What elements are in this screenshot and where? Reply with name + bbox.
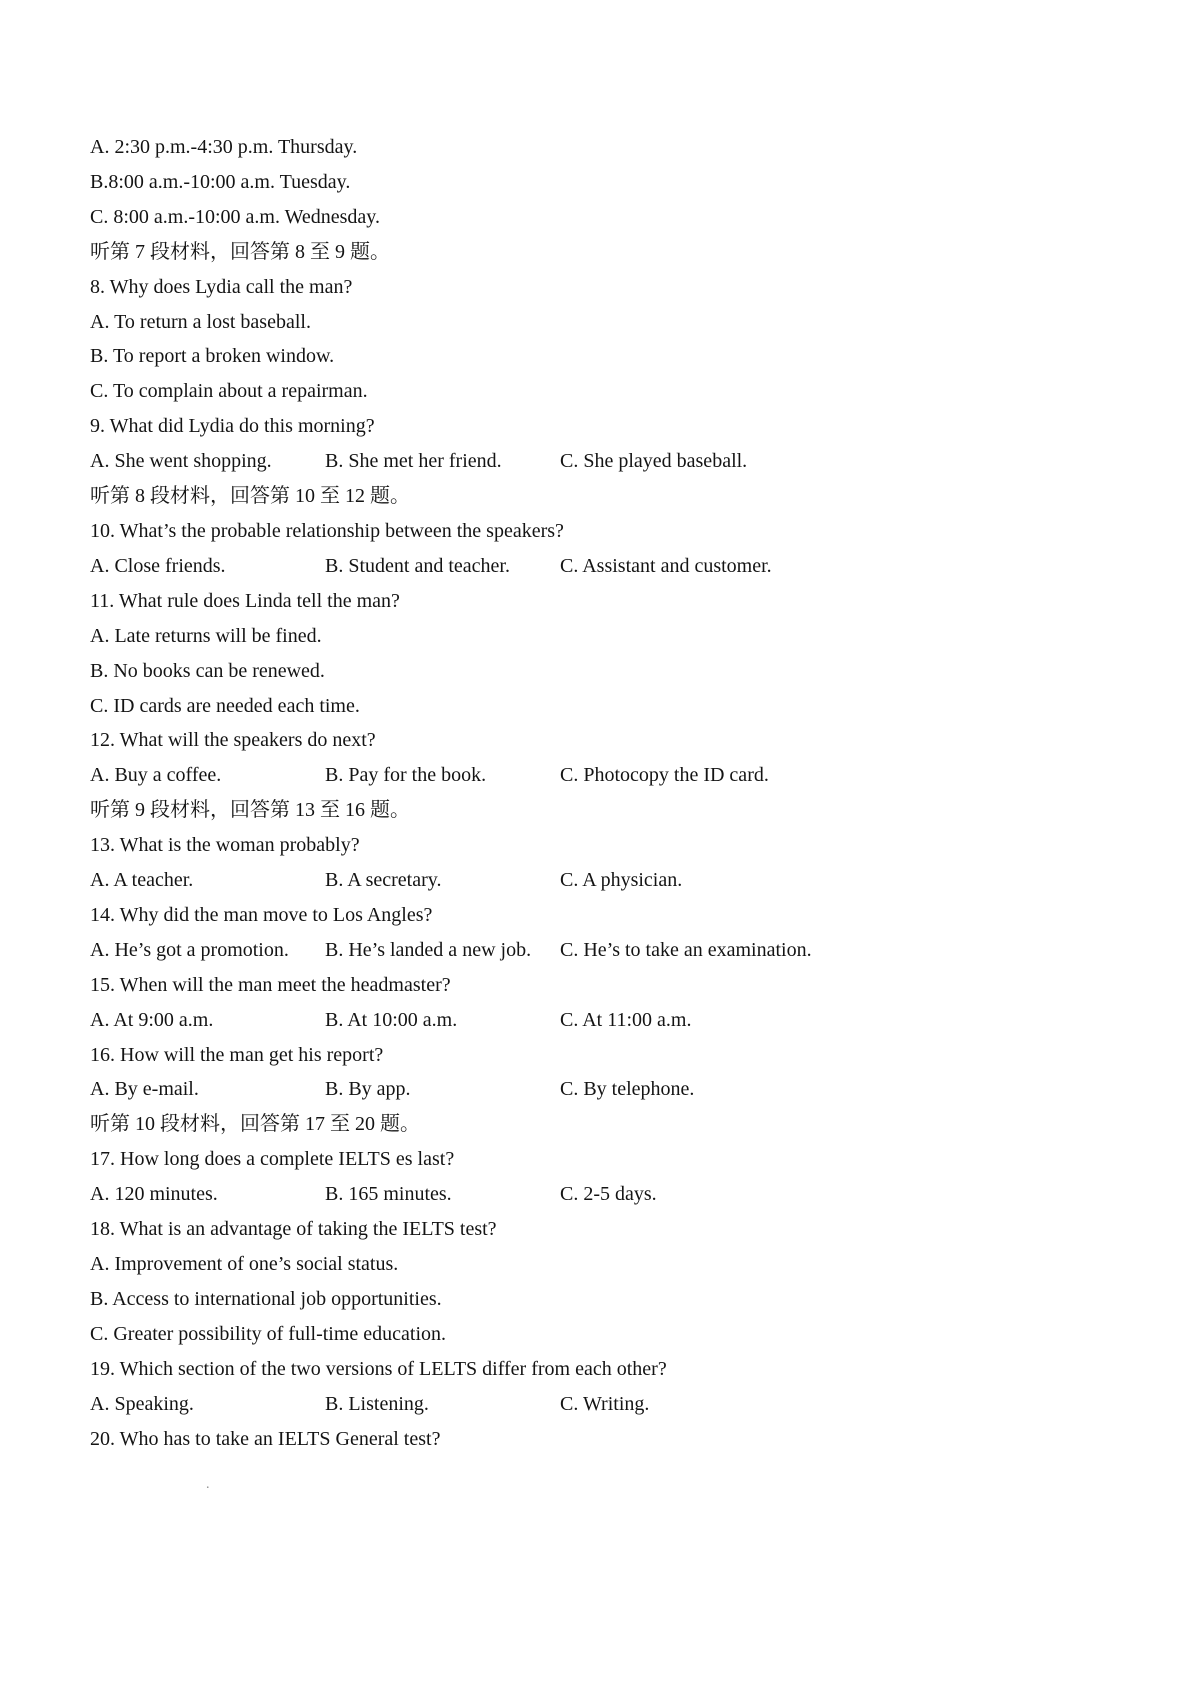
option-row (90, 1003, 1140, 1038)
option-row (90, 933, 1140, 968)
option-b: B. Student and teacher. (325, 554, 510, 577)
section-instruction: 听第 8 段材料，回答第 10 至 12 题。 (90, 485, 410, 508)
option-line: C. ID cards are needed each time. (90, 694, 360, 717)
option-line: B. Access to international job opportunities. (90, 1287, 442, 1310)
option-a: A. At 9:00 a.m. (90, 1008, 214, 1031)
question-line: 13. What is the woman probably? (90, 834, 360, 857)
option-row (90, 549, 1140, 584)
option-c: C. She played baseball. (560, 450, 748, 473)
option-a: A. A teacher. (90, 869, 194, 892)
option-row (90, 1177, 1140, 1212)
option-c: C. Writing. (560, 1392, 650, 1415)
option-b: B. Pay for the book. (325, 764, 487, 787)
question-line: 11. What rule does Linda tell the man? (90, 589, 400, 612)
option-a: A. She went shopping. (90, 450, 272, 473)
question-line: 20. Who has to take an IELTS General test? (90, 1427, 441, 1450)
option-row (90, 444, 1140, 479)
option-a: A. Close friends. (90, 554, 226, 577)
option-a: A. 120 minutes. (90, 1183, 218, 1206)
option-c: C. A physician. (560, 869, 683, 892)
option-line: B.8:00 a.m.-10:00 a.m. Tuesday. (90, 170, 351, 193)
option-line: C. 8:00 a.m.-10:00 a.m. Wednesday. (90, 205, 381, 228)
option-b: B. A secretary. (325, 869, 442, 892)
option-a: A. By e-mail. (90, 1078, 199, 1101)
question-line: 16. How will the man get his report? (90, 1043, 384, 1066)
question-line: 14. Why did the man move to Los Angles? (90, 903, 433, 926)
question-line: 9. What did Lydia do this morning? (90, 415, 375, 438)
option-row (90, 1072, 1140, 1107)
stray-mark: . (206, 1477, 210, 1492)
option-b: B. By app. (325, 1078, 411, 1101)
option-a: A. He’s got a promotion. (90, 938, 289, 961)
option-b: B. She met her friend. (325, 450, 502, 473)
option-b: B. He’s landed a new job. (325, 938, 532, 961)
option-c: C. At 11:00 a.m. (560, 1008, 692, 1031)
question-line: 17. How long does a complete IELTS es last? (90, 1148, 455, 1171)
option-line: A. To return a lost baseball. (90, 310, 311, 333)
section-instruction: 听第 9 段材料，回答第 13 至 16 题。 (90, 799, 410, 822)
option-c: C. Assistant and customer. (560, 554, 772, 577)
section-instruction: 听第 10 段材料，回答第 17 至 20 题。 (90, 1113, 420, 1136)
question-line: 8. Why does Lydia call the man? (90, 275, 353, 298)
option-c: C. By telephone. (560, 1078, 695, 1101)
option-line: B. No books can be renewed. (90, 659, 325, 682)
option-line: A. Improvement of one’s social status. (90, 1253, 399, 1275)
section-instruction: 听第 7 段材料，回答第 8 至 9 题。 (90, 240, 390, 263)
question-line: 18. What is an advantage of taking the IELTS test? (90, 1218, 497, 1241)
option-c: C. He’s to take an examination. (560, 938, 812, 961)
option-line: A. Late returns will be fined. (90, 624, 322, 647)
question-line: 12. What will the speakers do next? (90, 729, 376, 752)
option-row (90, 1387, 1140, 1422)
option-line: C. Greater possibility of full-time education. (90, 1322, 447, 1345)
option-b: B. At 10:00 a.m. (325, 1008, 458, 1031)
document-content (90, 130, 1140, 1456)
option-a: A. Buy a coffee. (90, 764, 222, 787)
option-c: C. 2-5 days. (560, 1183, 657, 1206)
question-line: 15. When will the man meet the headmaster? (90, 973, 451, 996)
option-row (90, 863, 1140, 898)
option-a: A. Speaking. (90, 1392, 194, 1415)
option-line: B. To report a broken window. (90, 345, 335, 368)
question-line: 19. Which section of the two versions of LELTS differ from each other? (90, 1357, 667, 1380)
option-line: A. 2:30 p.m.-4:30 p.m. Thursday. (90, 136, 358, 158)
option-line: C. To complain about a repairman. (90, 380, 368, 403)
question-line: 10. What’s the probable relationship between the speakers? (90, 519, 564, 542)
option-b: B. 165 minutes. (325, 1183, 452, 1206)
option-b: B. Listening. (325, 1392, 429, 1415)
option-c: C. Photocopy the ID card. (560, 764, 769, 787)
option-row (90, 758, 1140, 793)
